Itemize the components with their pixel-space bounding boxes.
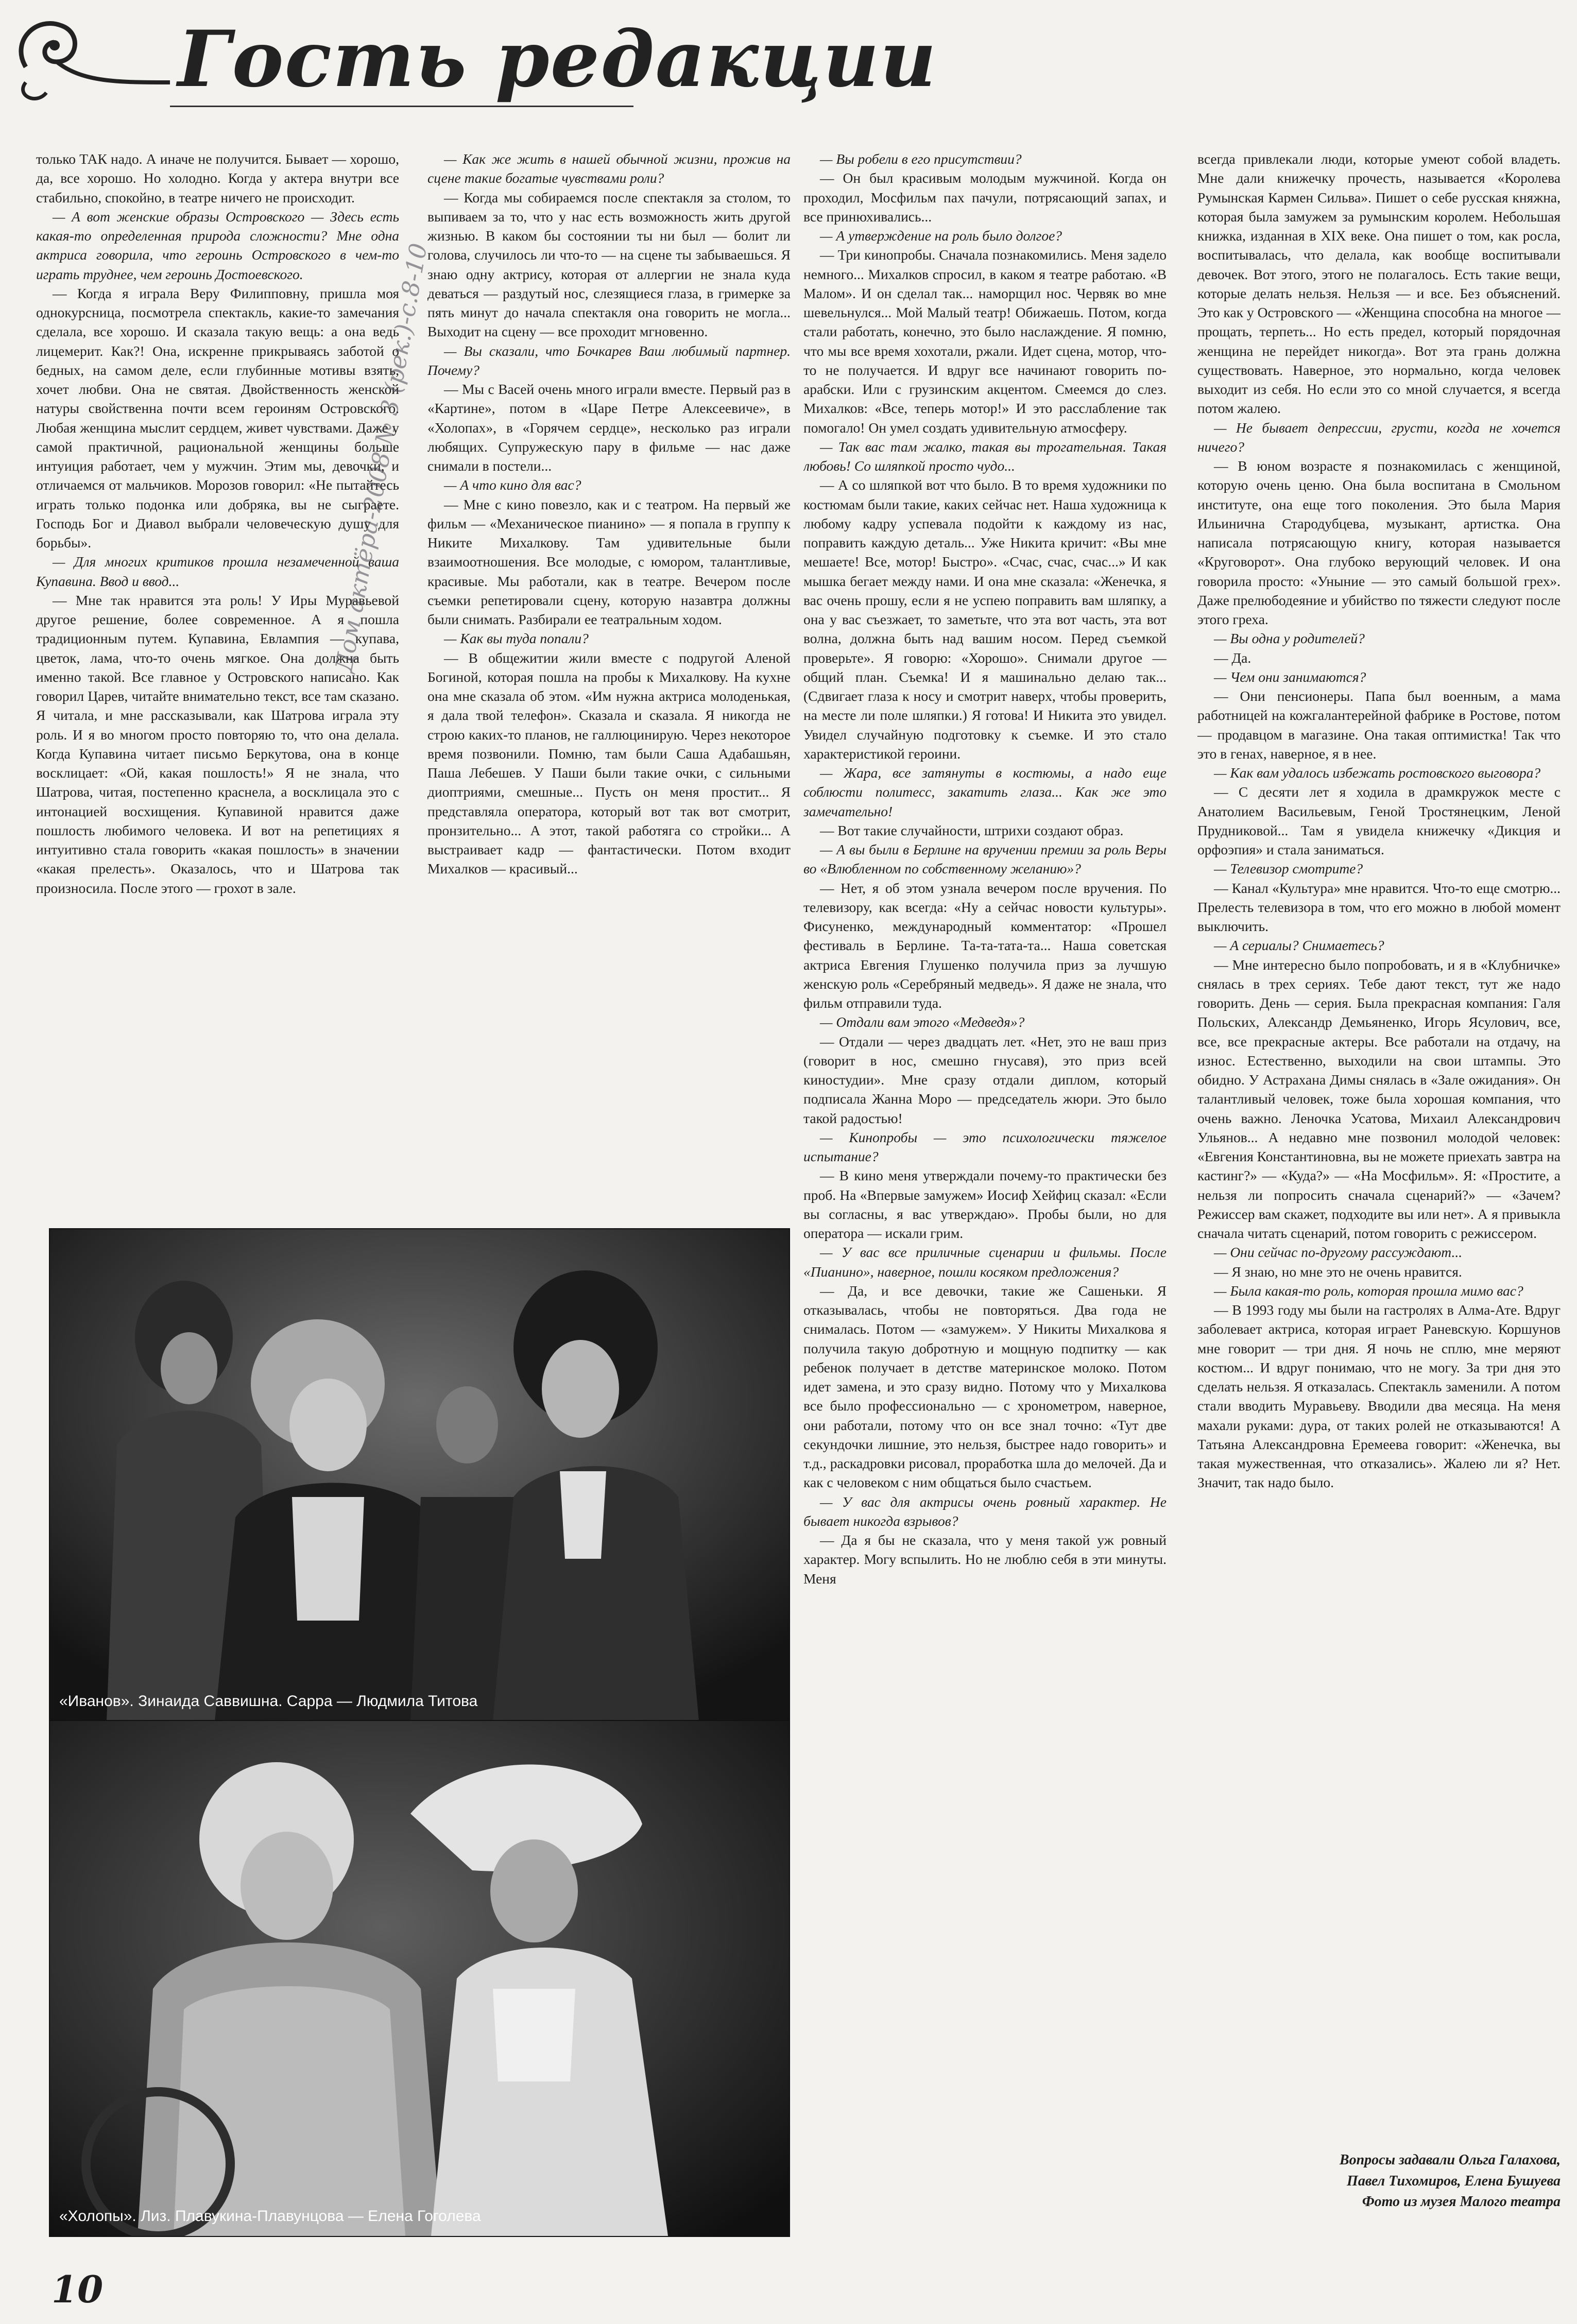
photo-kholopy [49,1720,790,2237]
interview-question: — А что кино для вас? [444,477,581,493]
interview-answer: — С десяти лет я ходила в драмкружок месте с Анатолием Васильевым, Геной Тростянецким, Леной Прудниковой... Там я увидела книжечку «Дикция и орфоэпия» и стала заниматься. [1197,784,1561,857]
interview-answer: — В юном возрасте я познакомилась с женщиной, которую очень ценю. Она была воспитана в Смольном институте, она еще того поколения. Это была Мария Ильинична Стародубцева, музыкант, артистка. Она написала потрясающую книгу, которая называется «Круговорот». Она глубоко верующий человек. И она говорила просто: «Уныние — это самый большой грех». Даже прелюбодеяние и убийство по тяжести следуют после этого греха. [1197,458,1561,627]
photo-ivanov-image [50,1229,789,1721]
interview-answer: — В общежитии жили вместе с подругой Аленой Богиной, которая пошла на пробы к Михалкову. На кухне она мне сказала об этом. «Им нужна актриса молоденькая, я дала твой телефон». Сказала и сказала. Я никогда не строю каких-то планов, не галлюцинирую. Через некоторое время позвонили. Помню, там были Саша Адабашьян, Паша Лебешев. У Паши были такие очки, с сильными диоптриями, смешные... Пусть он меня простит... Я представляла оператора, который вот так вот смотрит, пронзительно... А этот, такой работяга со стройки... А выстраивает кадр — фантастически. Потом входит Михалков — красивый... [427,649,791,877]
handwritten-note: Дом актёра-2008-№ 3 (рек.)-с.8-10 [330,241,433,675]
interview-answer: — Нет, я об этом узнала вечером после вручения. По телевизору, как всегда: «Ну а сейчас новости культуры». Фисуненко, международный комментатор: «Прошел фестиваль в Берлине. Та-та-тата-та... Наша советская актриса Евгения Глушенко получила приз за лучшую женскую роль «Серебряный медведь». Я даже не знала, что фильм отправили туда. [803,880,1167,1011]
interview-question: — Они сейчас по-другому рассуждают... [1214,1244,1463,1261]
interview-answer: — Они пенсионеры. Папа был военным, а мама работницей на кожгалантерейной фабрике в Ростове, потом — продавцом в магазине. Она такая оптимистка! Так что это в генах, наверное, я в нее. [1197,688,1561,762]
interview-question: — Была какая-то роль, которая прошла мимо вас? [1214,1282,1523,1299]
page-header [0,0,1577,139]
interview-question: — Как вы туда попали? [444,630,589,647]
photo-ivanov [49,1228,790,1722]
interview-question: — У вас для актрисы очень ровный характер. Не бывает никогда взрывов? [803,1493,1167,1529]
interview-answer: — Он был красивым молодым мужчиной. Когда он проходил, Мосфильм пах пачули, потрясающий запах, и все принюхивались... [803,170,1167,225]
interview-question: — А вы были в Берлине на вручении премии за роль Веры во «Влюбленном по собственному желанию»? [803,841,1167,877]
interview-question: — Вы одна у родителей? [1214,630,1365,647]
interview-question: — Для многих критиков прошла незамеченной ваша Купавина. Ввод и ввод... [36,554,399,589]
interview-answer: только ТАК надо. А иначе не получится. Бывает — хорошо, да, все хорошо. Но холодно. Когда у актера внутри все стабильно, спокойно, в театре ничего не происходит. [36,151,399,205]
article-column-2 [427,149,791,1213]
interview-question: — Вы сказали, что Бочкарев Ваш любимый партнер. Почему? [427,342,791,378]
interview-question: — Так вас там жалко, такая вы трогательная. Такая любовь! Со шляпкой просто чудо... [803,438,1167,474]
photo-ivanov-caption: «Иванов». Зинаида Саввишна. Сарра — Людмила Титова [59,1693,478,1710]
article-credits [1197,2150,1561,2213]
page-number: 10 [52,2267,104,2311]
interview-answer: всегда привлекали люди, которые умеют собой владеть. Мне дали книжечку прочесть, называется «Королева Румынская Кармен Сильва». Пишет о себе русская княжна, которая была замужем за румынским королем. Небольшая книжка, изданная в XIX веке. Она пишет о том, как росла, воспитывалась, что делала, как вообще воспитывали девочек. Вот этого, этого не полагалось. Есть такие вещи, которые делать нельзя. Нельзя — и все. Без объяснений. Это как у Островского — «Женщина способна на многое — прощать, терпеть... Но есть предел, который порядочная женщина не перейдет никогда». Вот эта грань должна существовать. Наверное, это нормально, когда человек выходит из себя. Но если это со мной случается, я всегда потом жалею. [1197,151,1561,417]
credits-line-2: Павел Тихомиров, Елена Бушуева [1347,2173,1561,2189]
interview-question: — Кинопробы — это психологически тяжелое испытание? [803,1129,1167,1164]
interview-answer: — Когда я играла Веру Филипповну, пришла моя однокурсница, посмотрела спектакль, какие-то замечания сделала, все хорошо. И сказала такую вещь: а она ведь лицемерит. Как?! Она, искренне прикрываясь заботой о бедных, на самом деле, если глубинные мотивы взять, хочет любви. Она не святая. Двойственность женской натуры свойственна почти всем героиням Островского. Любая женщина мыслит сердцем, живет чувствами. Даже у самой практичной, рациональной женщины больше интуиция работает, чем у мужчин. Этим мы, девочки, и отличаемся от мальчиков. Морозов говорил: «Не пытайтесь играть только подонка или добряка, вы не сыграете. Господь Бог и Диавол выбрали человеческую душу для борьбы». [36,285,399,550]
interview-question: — Как вам удалось избежать ростовского выговора? [1214,765,1541,781]
interview-answer: — Мне с кино повезло, как и с театром. На первый же фильм — «Механическое пианино» — я попала в группу к Никите Михалкову. Там удивительные были взаимоотношения. Все молодые, с юмором, талантливые, красивые. Мы работали, как в театре. Вечером после съемки репетировали сцену, которую назавтра должны были снимать. Разбирали ее театральным ходом. [427,496,791,627]
interview-question: — Не бывает депрессии, грусти, когда не хочется ничего? [1197,419,1561,455]
interview-answer: — Канал «Культура» мне нравится. Что-то еще смотрю... Прелесть телевизора в том, что его можно в любой момент выключить. [1197,880,1561,934]
interview-question: — У вас все приличные сценарии и фильмы. После «Пианино», наверное, пошли косяком предложения? [803,1244,1167,1280]
interview-answer: — В кино меня утверждали почему-то практически без проб. На «Впервые замужем» Иосиф Хейфиц сказал: «Если вы согласны, я вас утверждаю». Пробы были, но для оператора — искали грим. [803,1167,1167,1241]
interview-answer: — Да. [1214,649,1252,666]
interview-question: — А вот женские образы Островского — Здесь есть какая-то определенная природа сложности? Мне одна актриса говорила, что героинь Островского в чем-то играть труднее, чем героинь Достоевского. [36,208,399,282]
interview-answer: — Мне интересно было попробовать, и я в «Клубничке» снялась в трех сериях. Тебе дают текст, тут же надо говорить. День — серия. Была прекрасная компания: Галя Польских, Александр Демьяненко, Игорь Ясулович, все, все, все прекрасные актеры. Все работали на отдачу, на износ. Естественно, выходили на свои штампы. Это обидно. У Астрахана Димы снялась в «Зале ожидания». Он талантливый человек, тоже была хорошая компания, что очень важно. Леночка Усатова, Михаил Александрович Ульянов... А недавно мне позвонил молодой человек: «Евгения Константиновна, вы не можете приехать завтра на кастинг?» — «Куда?» — «На Мосфильм». Я: «Простите, а нельзя ли попросить сначала сценарий?» — «Зачем? Режиссер вам скажет, подходите вы или нет». А я привыкла сначала читать сценарий, потом говорить с режиссером. [1197,956,1561,1241]
interview-answer: — Вот такие случайности, штрихи создают образ. [820,822,1124,838]
rubric-title: Гость редакции [178,14,937,105]
interview-answer: — Когда мы собираемся после спектакля за столом, то выпиваем за то, что у нас есть возможность жить другой жизнью. В каком бы состоянии ты ни был — болит ли голова, случилось ли что-то — на сцене ты забываешься. Я знаю одну актрису, которая от аллергии не знала куда деваться — раздутый нос, слезящиеся глаза, в гримерке за пять минут до начала спектакля она говорить не могла... Выходит на сцену — все проходит мгновенно. [427,189,791,340]
credits-line-3: Фото из музея Малого театра [1362,2194,1561,2210]
article-column-1 [36,149,399,1213]
interview-answer: — Мы с Васей очень много играли вместе. Первый раз в «Картине», потом в «Царе Петре Алексеевиче», в «Холопах», в «Горячем сердце», несколько раз играли любящих. Супружескую пару в фильме — нас даже снимали в постели... [427,381,791,474]
interview-question: — А утверждение на роль было долгое? [820,228,1062,244]
article-column-3 [803,149,1167,2276]
interview-question: — Как же жить в нашей обычной жизни, прожив на сцене такие богатые чувствами роли? [427,151,791,186]
interview-question: — А сериалы? Снимаетесь? [1214,937,1384,954]
interview-question: — Чем они занимаются? [1214,668,1366,685]
photo-kholopy-caption: «Холопы». Лиз. Плавукина-Плавунцова — Елена Гоголева [59,2208,481,2225]
interview-question: — Отдали вам этого «Медведя»? [820,1014,1025,1030]
flourish-ornament-icon [5,5,175,108]
article-column-4 [1197,149,1561,2147]
interview-question: — Вы робели в его присутствии? [820,151,1022,167]
photo-kholopy-image [50,1721,789,2236]
interview-answer: — В 1993 году мы были на гастролях в Алма-Ате. Вдруг заболевает актриса, которая играет Раневскую. Коршунов мне говорит — три дня. Я ночь не сплю, мне меряют костюм... И вдруг понимаю, что не могу. За три дня это сделать нельзя. Я отказалась. Спектакль заменили. А потом стали вводить Муравьеву. Вводили два месяца. На меня махали руками: дура, от таких ролей не отказываются! А Татьяна Александровна Еремеева говорит: «Женечка, вы такая мужественная, что отказались». Жалею ли я? Нет. Значит, так надо было. [1197,1302,1561,1491]
interview-answer: — Я знаю, но мне это не очень нравится. [1214,1263,1462,1280]
interview-answer: — Отдали — через двадцать лет. «Нет, это не ваш приз (говорит в нос, смешно гнусавя), это приз всей киностудии». Мне сразу отдали диплом, который подписала Жанна Моро — председатель жюри. Это было такой радостью! [803,1033,1167,1126]
interview-answer: — А со шляпкой вот что было. В то время художники по костюмам были такие, каких сейчас нет. Наша художница к любому кадру успевала подойти к каждому из нас, поправить каждую деталь... Уже Никита кричит: «Вы мне мешаете! Все, мотор! Быстро». «Счас, счас, счас...» И как мышка бегает между нами. И она мне сказала: «Женечка, я вас очень прошу, если я не успею поправить вам шляпку, а она у вас съезжает, то заметьте, что эта вот часть, эта вот волна, должна быть над вашим носом. Перед съемкой проверьте». Я говорю: «Хорошо». Снимали другое — общий план. Съемка! И я машинально делаю так... (Сдвигает глаза к носу и смотрит наверх, чтобы проверить, на месте ли поле шляпки.) Я готова! И Никита это увидел. Увидел случайную подготовку к съемке. И это стало характеристикой героини. [803,477,1167,762]
interview-answer: — Да, и все девочки, такие же Сашеньки. Я отказывалась, чтобы не повторяться. Два года не снималась. Потом — «замужем». У Никиты Михалкова я получила такую добротную и мощную подпитку — как ребенок получает в детстве материнское молоко. Потом идет замена, и это сразу видно. Потому что у Михалкова все было профессионально — с хронометром, наверное, они работали, потому что он все знал точно: «Тут две секундочки лишние, это нельзя, быстрее надо говорить» и т.д., раскадровки рисовал, проработка шла до мелочей. Да и как с человеком с ним общаться было счастьем. [803,1282,1167,1491]
interview-question: — Телевизор смотрите? [1214,860,1363,877]
interview-question: — Жара, все затянуты в костюмы, а надо еще соблюсти политесс, закатить глаза... Как же это замечательно! [803,765,1167,819]
interview-answer: — Мне так нравится эта роль! У Иры Муравьевой другое решение, более современное. А я пошла традиционным путем. Купавина, Евлампия — купава, цветок, лама, что-то очень мягкое. Она должна быть именно такой. Все главное у Островского написано. Как говорил Царев, читайте внимательно текст, все там сказано. Я читала, и мне рассказывали, как Шатрова играла эту роль. И я во многом просто повторяю то, что она делала. Когда Купавина читает письмо Беркутова, она в конце восклицает: «Ой, какая пошлость!» Я не знала, что Шатрова, читая, постепенно краснела, а восклицала это с интонацией восхищения. Купавиной нравится даже пошлость любимого человека. И вот на репетициях я интуитивно стала говорить «какая пошлость» в значении «какая прелесть». Оказалось, что и Шатрова так произносила. После этого — грохот в зале. [36,592,399,896]
interview-answer: — Да я бы не сказала, что у меня такой уж ровный характер. Могу вспылить. Но не люблю себя в эти минуты. Меня [803,1532,1167,1587]
header-rule [170,106,633,107]
interview-answer: — Три кинопробы. Сначала познакомились. Меня задело немного... Михалков спросил, в каком я театре работаю. «В Малом». И он сделал так... наморщил нос. Червяк во мне шевельнулся... Мой Малый театр! Обижаешь. Потом, когда стали работать, конечно, это было наслаждение. Я помню, что мы все время хохотали, ржали. Идет сцена, мотор, что-то не получается. И вдруг все начинают говорить по- арабски. Или с грузинским акцентом. Смеемся до слез. Михалков: «Все, теперь мотор!» И это расслабление так помогало! Он умел создать удивительную атмосферу. [803,247,1167,436]
credits-line-1: Вопросы задавали Ольга Галахова, [1339,2152,1561,2168]
